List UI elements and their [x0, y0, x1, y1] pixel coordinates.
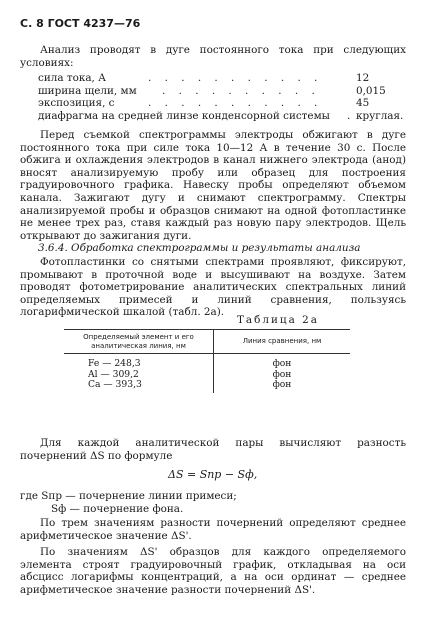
table-cell-reference: фон [272, 379, 292, 391]
table-cell-element: Fe — 248,3 [64, 354, 214, 370]
leader-dots: . . . . . . . . . . . [148, 97, 323, 110]
parameter-label: ширина щели, мм [38, 84, 137, 97]
leader-dots: . [347, 109, 356, 122]
table-row [64, 380, 350, 393]
parameter-label: сила тока, А [38, 72, 107, 84]
spectral-lines-table [64, 329, 350, 393]
paragraph-difference: Для каждой аналитической пары вычисляют разность почернений ΔS по формуле [20, 437, 406, 462]
table-header-row [64, 330, 350, 354]
formula: ΔS = Sпр − Sф, [168, 468, 258, 481]
table-caption: Таблица 2а [237, 314, 319, 326]
column-header-element: Определяемый элемент и его аналитическая линия, нм [64, 330, 214, 354]
column-header-reference: Линия сравнения, нм [214, 330, 351, 354]
parameter-row [38, 97, 388, 110]
formula-legend-line-2: Sф — почернение фона. [51, 503, 184, 515]
parameter-label: диафрагма на средней линзе конденсорной системы [38, 109, 330, 122]
table-row [64, 354, 350, 370]
parameter-label: экспозиция, с [38, 97, 115, 110]
table-cell-element: Ca — 393,3 [64, 380, 214, 393]
intro-paragraph: Анализ проводят в дуге постоянного тока при следующих условиях: [20, 44, 406, 69]
leader-dots: . . . . . . . . . . . [148, 72, 323, 84]
parameter-value: 0,015 [356, 84, 386, 97]
formula-legend-line-1: где Sпр — почернение линии примеси; [20, 490, 237, 502]
table-cell-reference: фон [272, 368, 292, 380]
parameter-row [38, 109, 404, 123]
page-header: С. 8 ГОСТ 4237—76 [20, 17, 141, 30]
parameter-row [38, 85, 388, 98]
parameter-row [38, 72, 388, 85]
paragraph-calibration: По значениям ΔS' образцов для каждого определяемого элемента строят градуировочный график, откладывая на оси абсцисс логарифмы концентраций, а на оси ординат — среднее арифметическое значение разности почернений ΔS'. [20, 546, 406, 596]
parameter-value: 12 [356, 72, 370, 84]
paragraph-mean: По трем значениям разности почернений определяют среднее арифметическое значение ΔS'. [20, 517, 406, 542]
parameters-list [38, 72, 404, 122]
parameter-value: 45 [356, 97, 370, 110]
paragraph-electrodes: Перед съемкой спектрограммы электроды обжигают в дуге постоянного тока при силе тока 10—12 А в течение 30 с. После обжига и охлаждения электродов в канал нижнего электрода (анод) вносят анализируемую пробу или образец для построения градуировочного графика. Навеску пробы определяют объемом канала. Зажигают дугу и снимают спектрограмму. Спектры анализируемой пробы и образцов снимают на одной фотопластинке не менее трех раз, ставя каждый раз новую пару электродов. Щель открывают до зажигания дуги. [20, 129, 406, 242]
table-cell-element: Al — 309,2 [64, 370, 214, 381]
table-cell-reference: фон [272, 358, 292, 369]
section-title: 3.6.4. Обработка спектрограммы и результаты анализа [38, 242, 361, 254]
parameter-value: круглая. [356, 109, 404, 122]
paragraph-photometry: Фотопластинки со снятыми спектрами проявляют, фиксируют, промывают в проточной воде и высушивают на воздухе. Затем проводят фотометрирование аналитических спектральных линий определяемых примесей и линий сравнения, пользуясь логарифмической шкалой (табл. 2а). [20, 256, 406, 319]
leader-dots: . . . . . . . . . . [162, 84, 320, 97]
